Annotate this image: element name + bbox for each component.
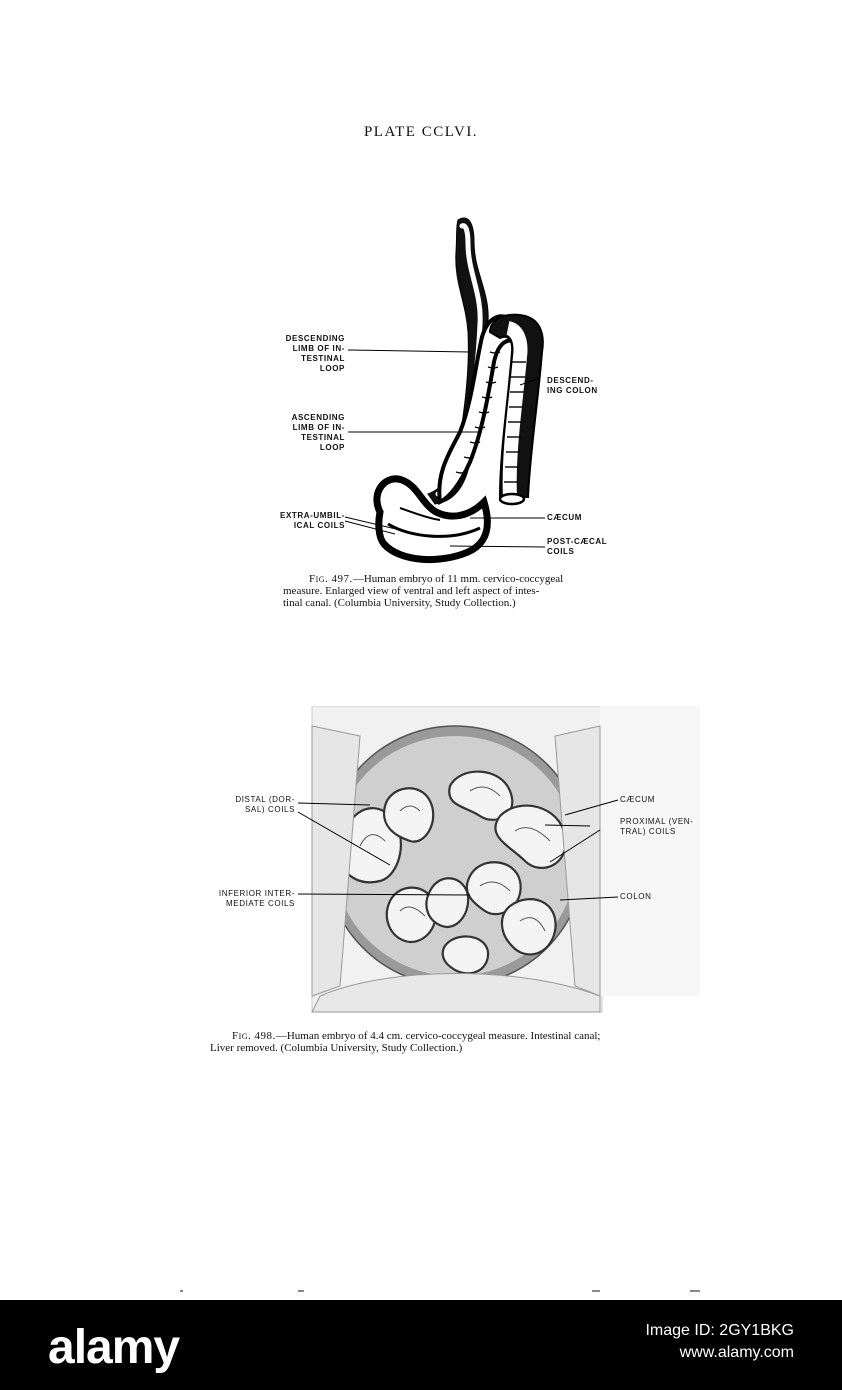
label-descending-colon: DESCEND- ING COLON	[547, 376, 598, 395]
label-proximal-coils: PROXIMAL (VEN- TRAL) COILS	[620, 817, 694, 836]
plate-title: PLATE CCLVI.	[363, 124, 479, 140]
caption-fig-498	[210, 1030, 720, 1054]
caption-fig-498-line1: —Human embryo of 4.4 cm. cervico-coccygeal measure. Intestinal canal;	[275, 1030, 601, 1042]
caption-fig-497-line1: —Human embryo of 11 mm. cervico-coccygeal	[352, 573, 564, 585]
label-post-caecal-coils: POST-CÆCAL COILS	[547, 537, 608, 556]
caption-fig-497-number: Fig. 497.	[309, 573, 353, 585]
caption-fig-498-number: Fig. 498.	[232, 1030, 276, 1042]
label-caecum-fig498: CÆCUM	[620, 795, 655, 804]
label-descending-limb: DESCENDING LIMB OF IN- TESTINAL LOOP	[285, 334, 345, 373]
figure-498-illustration	[300, 706, 710, 1018]
caption-fig-497-line3: tinal canal. (Columbia University, Study Collection.)	[283, 597, 516, 609]
label-ascending-limb: ASCENDING LIMB OF IN- TESTINAL LOOP	[291, 413, 345, 452]
label-colon: COLON	[620, 892, 652, 901]
label-caecum-fig497: CÆCUM	[547, 513, 582, 522]
image-id-block	[645, 1320, 794, 1364]
scan-speck	[180, 1290, 183, 1292]
caption-fig-498-line2: Liver removed. (Columbia University, Study Collection.)	[210, 1042, 463, 1054]
caption-fig-497	[283, 573, 643, 609]
site-url: www.alamy.com	[679, 1344, 794, 1361]
label-distal-coils: DISTAL (DOR- SAL) COILS	[235, 795, 295, 814]
brand-logo: alamy	[48, 1321, 180, 1374]
label-inferior-intermediate-coils: INFERIOR INTER- MEDIATE COILS	[218, 889, 295, 908]
caption-fig-497-line2: measure. Enlarged view of ventral and left aspect of intes-	[283, 585, 540, 597]
scan-speck	[592, 1290, 600, 1292]
label-extra-umbilical-coils: EXTRA-UMBIL- ICAL COILS	[280, 511, 345, 530]
image-id: Image ID: 2GY1BKG	[645, 1322, 794, 1339]
watermark-footer	[0, 1300, 842, 1390]
scan-speck	[690, 1290, 700, 1292]
scan-speck	[298, 1290, 304, 1292]
